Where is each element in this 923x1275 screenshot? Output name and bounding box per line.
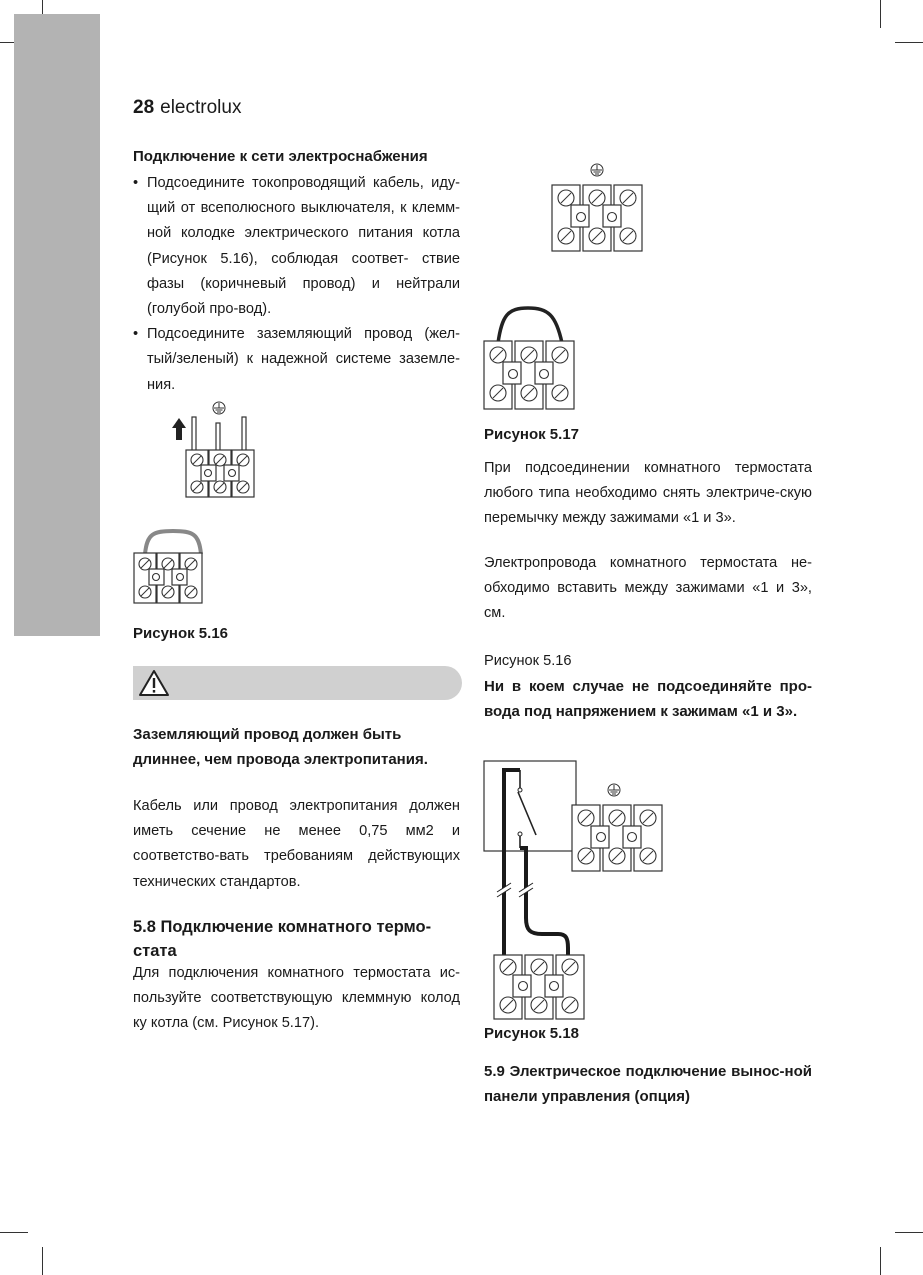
terminal-block-jumper-figure xyxy=(133,528,213,608)
crop-mark xyxy=(880,1247,881,1275)
bullet-list xyxy=(133,171,460,398)
cable-paragraph: Кабель или провод электропитания должен иметь сечение не менее 0,75 мм2 и соответство-вать требованиям действующих технических стандартов. xyxy=(133,798,460,890)
warning-bold-text: Ни в коем случае не подсоединяйте про-вода под напряжением к зажимам «1 и 3». xyxy=(484,678,812,720)
side-tab-band xyxy=(14,14,100,636)
figure-caption: Рисунок 5.18 xyxy=(484,1025,580,1042)
section-5-9-title: 5.9 Электрическое подключение вынос-ной панели управления (опция) xyxy=(484,1063,812,1105)
terminal-block-ground-figure xyxy=(548,160,648,255)
crop-mark xyxy=(880,0,881,28)
crop-mark xyxy=(895,42,923,43)
arrow-up-icon xyxy=(172,418,186,440)
figure-caption: Рисунок 5.16 xyxy=(133,625,229,642)
page-number: 28 xyxy=(133,97,155,118)
figure-caption: Рисунок 5.17 xyxy=(484,426,580,443)
thermostat-wiring-figure xyxy=(482,758,662,1020)
warning-triangle-icon xyxy=(138,668,170,698)
crop-mark xyxy=(895,1232,923,1233)
section-title: Подключение к сети электроснабжения xyxy=(133,148,428,165)
section-5-8-text: Для подключения комнатного термостата ис-пользуйте соответствующую клеммную колод ку котла (см. Рисунок 5.17). xyxy=(133,965,460,1032)
warning-bar xyxy=(133,666,462,700)
list-item: • Подсоедините токопроводящий кабель, иду-щий от всеполюсного выключателя, к клемм-ной колодке электрического питания котла (Рисунок 5.16), соблюдая соответ- ствие фазы (коричневый провод) и нейтрали (голубой про-вод). xyxy=(133,171,460,322)
brand-name: electrolux xyxy=(160,97,242,118)
list-item: • Подсоедините заземляющий провод (жел-тый/зеленый) к надежной системе заземле-ния. xyxy=(133,322,460,398)
terminal-block-jumper-figure xyxy=(482,305,582,413)
ground-symbol-icon xyxy=(213,402,225,414)
crop-mark xyxy=(0,1232,28,1233)
terminal-block-wires-figure xyxy=(170,400,265,502)
figure-reference: Рисунок 5.16 xyxy=(484,653,572,669)
thermostat-box xyxy=(484,761,576,851)
ground-symbol-icon xyxy=(608,784,620,796)
paragraph: При подсоединении комнатного термостата любого типа необходимо снять электриче-скую перемычку между зажимами «1 и 3». xyxy=(484,460,812,527)
warning-text: Заземляющий провод должен быть длиннее, чем провода электропитания. xyxy=(133,726,428,768)
paragraph: Электропровода комнатного термостата не-обходимо вставить между зажимами «1 и 3», см. xyxy=(484,555,812,622)
section-5-8-title: 5.8 Подключение комнатного термо-стата xyxy=(133,918,432,960)
ground-symbol-icon xyxy=(591,164,603,176)
crop-mark xyxy=(42,1247,43,1275)
page-header xyxy=(133,97,241,119)
